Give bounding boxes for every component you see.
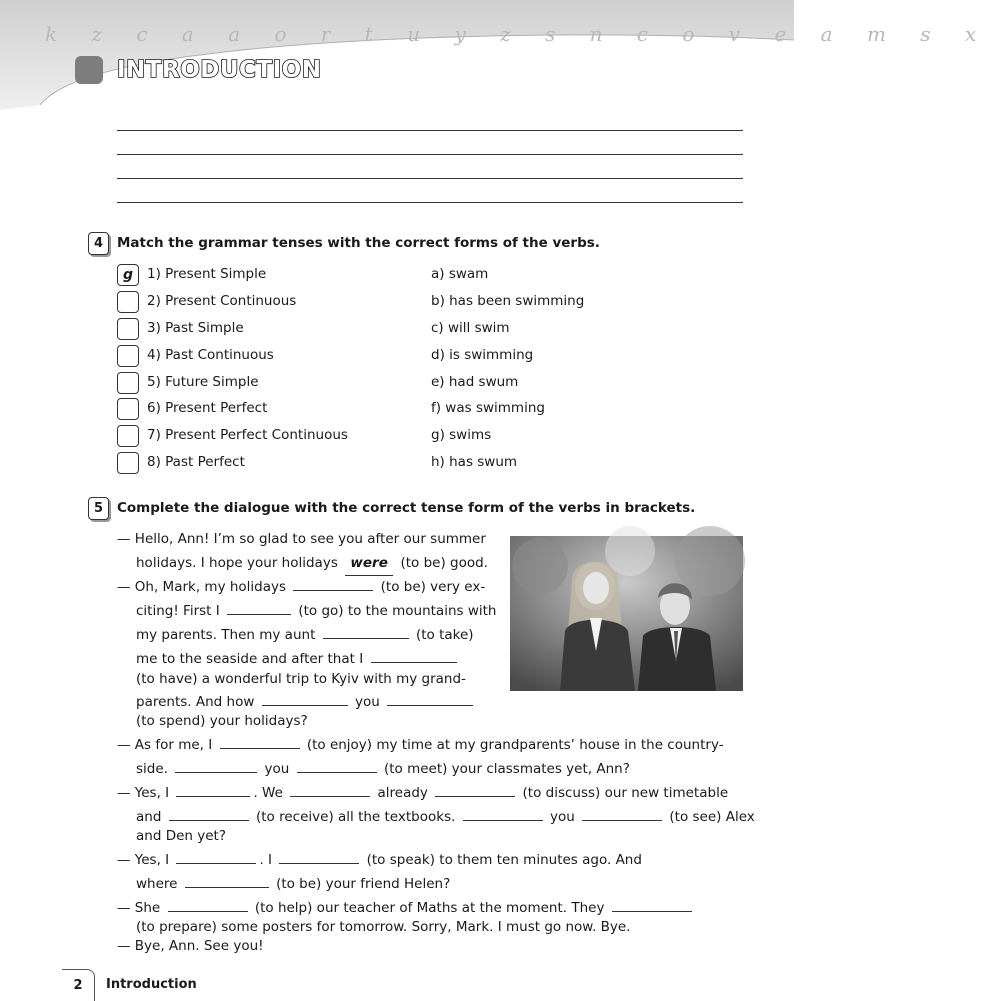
dialogue-text: you — [549, 809, 575, 825]
answer-blank[interactable] — [220, 734, 300, 749]
dialogue-text: (to be) very ex- — [380, 579, 486, 595]
answer-blank[interactable] — [185, 873, 269, 888]
answer-blank[interactable] — [176, 782, 250, 797]
dialogue-line: (to spend) your holidays? — [136, 713, 308, 729]
answer-blank[interactable] — [323, 624, 409, 639]
answer-box[interactable] — [117, 372, 139, 394]
header-wave — [0, 0, 794, 110]
answer-blank[interactable] — [293, 576, 373, 591]
answer-box[interactable] — [117, 291, 139, 313]
dialogue-text: . We — [253, 785, 283, 801]
dialogue-text: (to be) good. — [400, 555, 488, 571]
dialogue-text: already — [377, 785, 428, 801]
answer-blank[interactable] — [371, 648, 457, 663]
example-answer: were — [345, 551, 393, 576]
match-row — [117, 452, 677, 477]
match-row — [117, 318, 677, 343]
answer-blank[interactable] — [227, 600, 291, 615]
dialogue-text: holidays. I hope your holidays — [136, 555, 338, 571]
dialogue-text: (to be) your friend Helen? — [276, 876, 451, 892]
verb-form: c) will swim — [431, 320, 510, 336]
dialogue-text: side. — [136, 761, 168, 777]
dialogue-text: (to take) — [415, 627, 474, 643]
dialogue-text: and — [136, 809, 162, 825]
dialogue-line — [136, 757, 630, 781]
dialogue-text: (to enjoy) my time at my grandparents’ house in the country- — [306, 737, 724, 753]
dialogue-line: (to have) a wonderful trip to Kyiv with my grand- — [136, 671, 466, 687]
dialogue-text: my parents. Then my aunt — [136, 627, 316, 643]
answer-box[interactable] — [117, 318, 139, 340]
dialogue-text: (to speak) to them ten minutes ago. And — [366, 852, 642, 868]
verb-form: e) had swum — [431, 374, 519, 390]
answer-blank[interactable] — [387, 691, 473, 706]
answer-box[interactable]: g — [117, 264, 139, 286]
dialogue-text: . I — [259, 852, 273, 868]
match-row — [117, 291, 677, 316]
exercise-5-number: 5 — [88, 497, 109, 520]
dialogue-line: and Den yet? — [136, 828, 226, 844]
verb-form: g) swims — [431, 427, 492, 443]
answer-box[interactable] — [117, 425, 139, 447]
dialogue-line — [117, 781, 728, 805]
dialogue-line — [117, 575, 485, 599]
dialogue-text: (to see) Alex — [669, 809, 755, 825]
answer-blank[interactable] — [279, 849, 359, 864]
writing-line — [117, 130, 743, 131]
tense-label: 4) Past Continuous — [147, 347, 274, 363]
dialogue-text: — Oh, Mark, my holidays — [117, 579, 287, 595]
students-photo — [510, 536, 743, 691]
dialogue-line — [136, 872, 450, 896]
tense-label: 6) Present Perfect — [147, 400, 268, 416]
answer-blank[interactable] — [612, 897, 692, 912]
match-row — [117, 398, 677, 423]
dialogue-line — [136, 805, 755, 829]
dialogue-text: (to discuss) our new timetable — [522, 785, 729, 801]
answer-blank[interactable] — [463, 806, 543, 821]
dialogue-text: (to go) to the mountains with — [298, 603, 497, 619]
page-title: INTRODUCTION — [117, 57, 322, 83]
page-number: 2 — [62, 969, 95, 1001]
dialogue-text: you — [354, 694, 380, 710]
dialogue-line: — Hello, Ann! I’m so glad to see you after our summer — [117, 531, 486, 547]
dialogue-line — [136, 599, 496, 623]
dialogue-text: me to the seaside and after that I — [136, 651, 364, 667]
dialogue-text: (to receive) all the textbooks. — [256, 809, 456, 825]
answer-blank[interactable] — [297, 758, 377, 773]
tense-label: 8) Past Perfect — [147, 454, 245, 470]
verb-form: f) was swimming — [431, 400, 545, 416]
answer-blank[interactable] — [169, 806, 249, 821]
dialogue-text: — She — [117, 900, 161, 916]
answer-blank[interactable] — [175, 758, 257, 773]
dialogue-text: (to help) our teacher of Maths at the moment. They — [254, 900, 605, 916]
verb-form: h) has swum — [431, 454, 518, 470]
dialogue-text: citing! First I — [136, 603, 220, 619]
dialogue-line — [117, 733, 724, 757]
verb-form: a) swam — [431, 266, 489, 282]
dialogue-line: (to prepare) some posters for tomorrow. Sorry, Mark. I must go now. Bye. — [136, 919, 631, 935]
match-row — [117, 372, 677, 397]
dialogue-text: you — [264, 761, 290, 777]
tense-label: 5) Future Simple — [147, 374, 259, 390]
dialogue-text: — Yes, I — [117, 852, 170, 868]
tense-label: 2) Present Continuous — [147, 293, 297, 309]
tense-label: 3) Past Simple — [147, 320, 244, 336]
writing-line — [117, 178, 743, 179]
dialogue-text: — Yes, I — [117, 785, 170, 801]
answer-blank[interactable] — [290, 782, 370, 797]
match-row — [117, 345, 677, 370]
answer-box[interactable] — [117, 345, 139, 367]
dialogue-line: — Bye, Ann. See you! — [117, 938, 264, 954]
photo-illustration — [510, 536, 743, 691]
dialogue-text: — As for me, I — [117, 737, 213, 753]
dialogue-line — [117, 848, 642, 872]
dialogue-text: where — [136, 876, 178, 892]
exercise-5-instruction: Complete the dialogue with the correct tense form of the verbs in brackets. — [117, 500, 696, 516]
answer-blank[interactable] — [435, 782, 515, 797]
dialogue-text: (to meet) your classmates yet, Ann? — [383, 761, 630, 777]
answer-blank[interactable] — [176, 849, 256, 864]
dialogue-line — [136, 623, 474, 647]
answer-blank[interactable] — [262, 691, 348, 706]
match-row — [117, 425, 677, 450]
exercise-4-instruction: Match the grammar tenses with the correct forms of the verbs. — [117, 235, 600, 251]
writing-line — [117, 202, 743, 203]
header-band — [0, 0, 990, 110]
answer-blank[interactable] — [582, 806, 662, 821]
decor-letters: k z c a a o r t u y z s n c o v e a m s x — [45, 22, 990, 46]
dialogue-line — [136, 551, 488, 576]
dialogue-text: parents. And how — [136, 694, 255, 710]
verb-form: b) has been swimming — [431, 293, 585, 309]
writing-line — [117, 154, 743, 155]
title-box — [75, 56, 103, 84]
answer-box[interactable] — [117, 398, 139, 420]
exercise-4-number: 4 — [88, 232, 109, 255]
footer-section-title: Introduction — [106, 977, 197, 992]
answer-box[interactable] — [117, 452, 139, 474]
tense-label: 7) Present Perfect Continuous — [147, 427, 348, 443]
match-row — [117, 264, 677, 289]
tense-label: 1) Present Simple — [147, 266, 267, 282]
answer-blank[interactable] — [168, 897, 248, 912]
verb-form: d) is swimming — [431, 347, 534, 363]
